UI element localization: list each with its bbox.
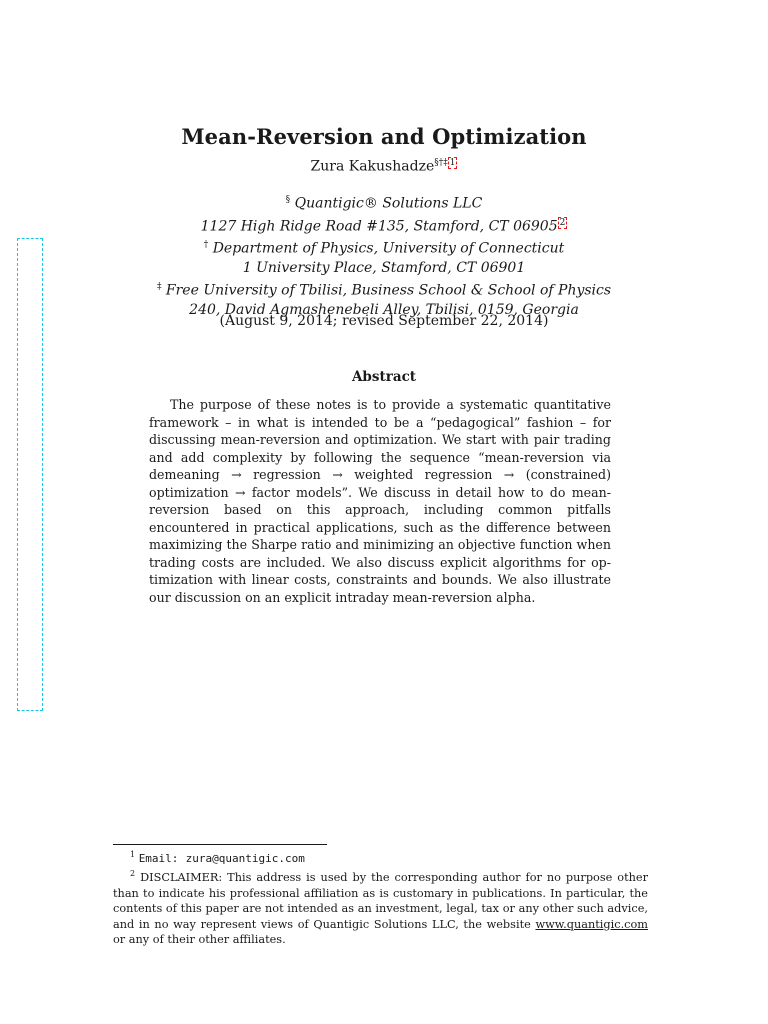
footnote-2: $^2$ DISCLAIMER: This address is used by the corresponding author for no purpose other than to indicate his professional affiliation as is customary in publications. In particular, the contents of this paper are not intended as an investment, legal, tax or any other such advice, and in no way represent views of Quantigic Solutions LLC, the website www.quantigic.com or any of their other affiliates. [113,869,649,947]
paper-title: Mean-Reversion and Optimization [181,124,587,149]
affiliation-line: ‡ Free University of Tbilisi, Business School & School of Physics [156,281,612,299]
affiliation-line: † Department of Physics, University of Connecticut [203,240,565,257]
email-link[interactable]: zura@quantigic.com [185,851,305,865]
author-affiliation-marks: §†‡ [434,158,448,168]
footnote-2-link[interactable]: 2 [559,217,566,228]
footnotes [113,847,648,948]
footnote-rule [113,844,327,845]
abstract-heading: Abstract [351,369,417,385]
affiliation-line: § Quantigic® Solutions LLC [285,195,483,212]
affiliations [0,191,768,320]
website-link[interactable]: www.quantigic.com [535,917,649,931]
abstract-text: The purpose of these notes is to provide a systematic quantitative framework – in what is intended to be a “pedagogical” fashion – for discussing mean-reversion and optimization. We start with pair trading and add complexity by following the sequence “mean-reversion via demeaning → regression → weighted regression → (constrained) optimization → factor models”. We discuss in detail how to do mean-reversion based on this approach, including common pitfalls encountered in practical applications, such as the difference between maximizing the Sharpe ratio and minimizing an objective function when trading costs are included. We also discuss explicit algorithms for optimization with linear costs, constraints and bounds. We also illustrate our discussion on an explicit intraday mean-reversion alpha. [149,397,611,605]
author-name: Zura Kakushadze [310,158,435,175]
affiliation-line: 1 University Place, Stamford, CT 06901 [242,259,526,276]
footnote-1: $^1$ Email: zura@quantigic.com [130,850,305,865]
author-line [0,157,768,175]
footnote-1-link[interactable]: 1 [449,158,456,168]
paper-dates: (August 9, 2014; revised September 22, 2014) [219,313,549,329]
affiliation-line: 240, David Agmashenebeli Alley, Tbilisi, 0159, Georgia [189,301,579,318]
affiliation-line: 1127 High Ridge Road #135, Stamford, CT 06905 $^2$ [200,217,566,235]
